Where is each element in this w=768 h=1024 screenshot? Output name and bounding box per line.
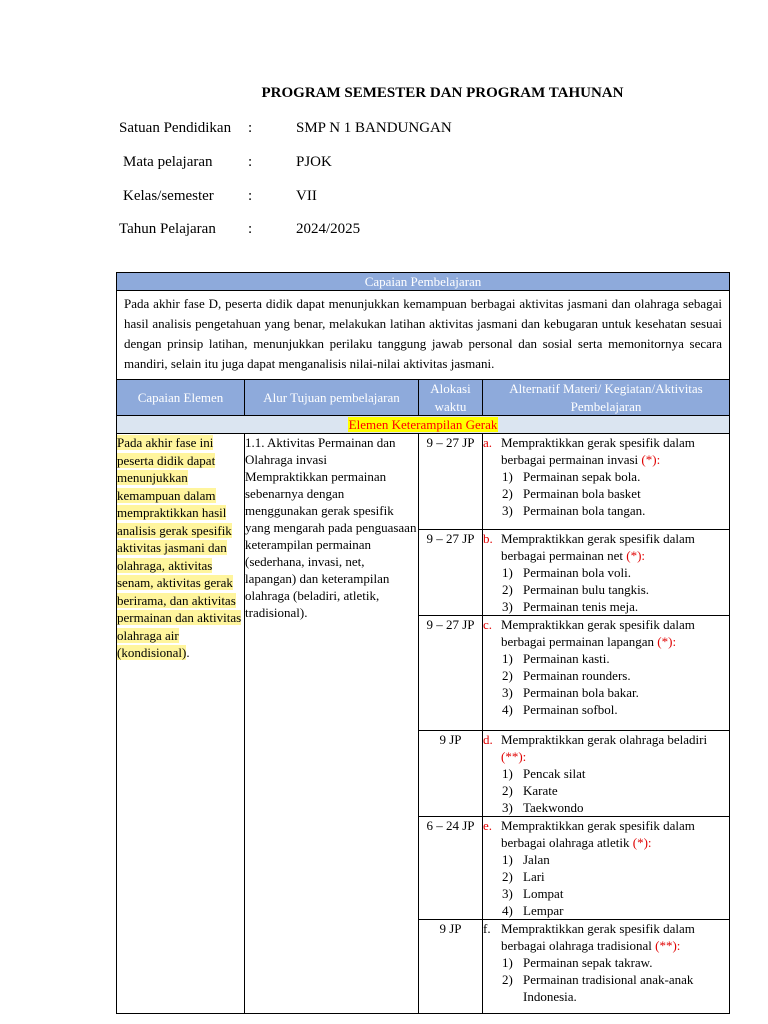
materi-letter: c. xyxy=(483,617,493,632)
materi-item xyxy=(483,684,729,701)
materi-mark: (**): xyxy=(655,938,681,953)
identity-colon: : xyxy=(248,120,253,136)
materi-item xyxy=(483,885,729,902)
alokasi-cell: 9 JP xyxy=(419,920,483,1014)
materi-item-number: 3) xyxy=(502,685,513,700)
alokasi-cell: 9 – 27 JP xyxy=(419,530,483,616)
materi-item xyxy=(483,799,729,816)
capaian-pembelajaran-header: Capaian Pembelajaran xyxy=(117,273,730,291)
materi-item-number: 2) xyxy=(502,869,513,884)
materi-item-text: Taekwondo xyxy=(523,800,584,815)
alur-tujuan-cell xyxy=(245,434,419,1014)
materi-item-number: 3) xyxy=(502,886,513,901)
identity-label: Kelas/semester xyxy=(123,188,214,204)
materi-heading xyxy=(483,530,729,564)
elemen-label: Elemen Keterampilan Gerak xyxy=(348,417,498,432)
materi-item-text: Permainan bola basket xyxy=(523,486,641,501)
materi-mark: (*): xyxy=(626,548,646,563)
materi-text: Mempraktikkan gerak spesifik dalam berbagai olahraga atletik (*): xyxy=(501,818,695,850)
materi-item-text: Permainan tenis meja. xyxy=(523,599,639,614)
materi-letter: a. xyxy=(483,435,493,450)
col-header-alokasi-waktu: Alokasi waktu xyxy=(419,380,483,416)
atp-title: 1.1. Aktivitas Permainan dan Olahraga invasi xyxy=(245,435,396,467)
materi-heading xyxy=(483,731,729,765)
materi-text: Mempraktikkan gerak olahraga beladiri (**): xyxy=(501,732,708,764)
materi-item xyxy=(483,851,729,868)
materi-mark: (**): xyxy=(501,749,527,764)
materi-text: Mempraktikkan gerak spesifik dalam berbagai permainan invasi (*): xyxy=(501,435,695,467)
materi-item-text: Permainan bola voli. xyxy=(523,565,631,580)
materi-item-number: 3) xyxy=(502,800,513,815)
identity-value: PJOK xyxy=(296,154,332,170)
capaian-elemen-end: . xyxy=(186,645,190,660)
materi-mark: (*): xyxy=(657,634,677,649)
identity-value: VII xyxy=(296,188,317,204)
identity-colon: : xyxy=(248,154,253,170)
alokasi-cell: 9 – 27 JP xyxy=(419,434,483,530)
materi-heading xyxy=(483,817,729,851)
materi-heading xyxy=(483,920,729,954)
materi-item-number: 2) xyxy=(502,783,513,798)
materi-item-text: Pencak silat xyxy=(523,766,586,781)
materi-item xyxy=(483,581,729,598)
materi-heading xyxy=(483,616,729,650)
materi-text: Mempraktikkan gerak spesifik dalam berbagai olahraga tradisional (**): xyxy=(501,921,695,953)
materi-item xyxy=(483,564,729,581)
materi-letter: d. xyxy=(483,732,493,747)
materi-cell xyxy=(483,920,730,1014)
materi-item-text: Lompat xyxy=(523,886,564,901)
materi-text: Mempraktikkan gerak spesifik dalam berbagai permainan net (*): xyxy=(501,531,695,563)
materi-item xyxy=(483,485,729,502)
capaian-elemen-text: Pada akhir fase ini peserta didik dapat menunjukkan kemampuan dalam mempraktikkan hasil analisis gerak spesifik aktivitas jasmani dan olahraga, aktivitas senam, aktivitas gerak berirama, dan aktivitas permainan dan aktivitas olahraga air (kondisional) xyxy=(117,435,242,660)
materi-cell xyxy=(483,530,730,616)
materi-item-text: Lari xyxy=(523,869,545,884)
materi-item-number: 3) xyxy=(502,503,513,518)
col-header-capaian-elemen: Capaian Elemen xyxy=(117,380,245,416)
materi-mark: (*): xyxy=(641,452,661,467)
materi-item-number: 2) xyxy=(502,582,513,597)
materi-item-number: 2) xyxy=(502,972,513,987)
materi-item-number: 1) xyxy=(502,955,513,970)
materi-item xyxy=(483,667,729,684)
identity-label: Satuan Pendidikan xyxy=(119,120,232,136)
materi-cell xyxy=(483,817,730,920)
materi-item-text: Permainan tradisional anak-anak Indonesia. xyxy=(523,972,694,1004)
materi-heading xyxy=(483,434,729,468)
materi-item xyxy=(483,902,729,919)
program-table xyxy=(116,272,730,1014)
materi-mark: (*): xyxy=(632,835,652,850)
materi-cell xyxy=(483,731,730,817)
materi-item-text: Permainan rounders. xyxy=(523,668,631,683)
capaian-pembelajaran-text: Pada akhir fase D, peserta didik dapat menunjukkan kemampuan berbagai aktivitas jasmani dan olahraga sebagai hasil analisis pengetahuan yang benar, melakukan latihan aktivitas jasmani dan kebugaran untuk kesehatan sesuai dengan prinsip latihan, menunjukkan perilaku tanggung jawab personal dan sosial serta memonitornya secara mandiri, selain itu juga dapat menganalisis nilai-nilai aktivitas jasmani. xyxy=(117,291,730,380)
materi-item xyxy=(483,468,729,485)
identity-label: Tahun Pelajaran xyxy=(119,221,216,237)
capaian-elemen-cell xyxy=(117,434,245,1014)
alokasi-cell: 9 JP xyxy=(419,731,483,817)
materi-item xyxy=(483,701,729,718)
materi-item-number: 2) xyxy=(502,668,513,683)
materi-cell xyxy=(483,616,730,731)
materi-item-number: 4) xyxy=(502,702,513,717)
materi-item-number: 1) xyxy=(502,469,513,484)
materi-item-text: Permainan bulu tangkis. xyxy=(523,582,650,597)
identity-colon: : xyxy=(248,188,253,204)
materi-item xyxy=(483,650,729,667)
materi-item xyxy=(483,971,729,1005)
materi-item xyxy=(483,782,729,799)
materi-item-number: 1) xyxy=(502,852,513,867)
col-header-alternatif-materi: Alternatif Materi/ Kegiatan/Aktivitas Pembelajaran xyxy=(483,380,730,416)
materi-item-text: Permainan sofbol. xyxy=(523,702,618,717)
materi-item-number: 4) xyxy=(502,903,513,918)
materi-item-text: Permainan sepak takraw. xyxy=(523,955,653,970)
alokasi-cell: 9 – 27 JP xyxy=(419,616,483,731)
identity-value: SMP N 1 BANDUNGAN xyxy=(296,120,452,136)
materi-item-number: 3) xyxy=(502,599,513,614)
elemen-row xyxy=(117,416,730,434)
materi-item-number: 2) xyxy=(502,486,513,501)
materi-item-text: Permainan sepak bola. xyxy=(523,469,641,484)
identity-label: Mata pelajaran xyxy=(123,154,213,170)
materi-item-text: Jalan xyxy=(523,852,550,867)
document-title: PROGRAM SEMESTER DAN PROGRAM TAHUNAN xyxy=(261,85,624,101)
materi-text: Mempraktikkan gerak spesifik dalam berbagai permainan lapangan (*): xyxy=(501,617,695,649)
materi-item xyxy=(483,954,729,971)
materi-item xyxy=(483,502,729,519)
materi-item-text: Permainan kasti. xyxy=(523,651,610,666)
materi-item-number: 1) xyxy=(502,766,513,781)
materi-letter: e. xyxy=(483,818,493,833)
materi-item-text: Lempar xyxy=(523,903,564,918)
materi-item-number: 1) xyxy=(502,651,513,666)
materi-item xyxy=(483,598,729,615)
col-header-alur-tujuan: Alur Tujuan pembelajaran xyxy=(245,380,419,416)
materi-cell xyxy=(483,434,730,530)
materi-item-number: 1) xyxy=(502,565,513,580)
identity-value: 2024/2025 xyxy=(296,221,361,237)
alokasi-cell: 6 – 24 JP xyxy=(419,817,483,920)
materi-letter: f. xyxy=(483,921,491,936)
materi-item-text: Permainan bola bakar. xyxy=(523,685,639,700)
atp-body: Mempraktikkan permainan sebenarnya dengan menggunakan gerak spesifik yang mengarah pada penguasaan keterampilan permainan (sederhana, invasi, net, lapangan) dan keterampilan olahraga (beladiri, atletik, tradisional). xyxy=(245,469,417,620)
materi-item-text: Permainan bola tangan. xyxy=(523,503,646,518)
materi-item xyxy=(483,868,729,885)
materi-item-text: Karate xyxy=(523,783,558,798)
materi-letter: b. xyxy=(483,531,493,546)
identity-colon: : xyxy=(248,221,253,237)
materi-item xyxy=(483,765,729,782)
